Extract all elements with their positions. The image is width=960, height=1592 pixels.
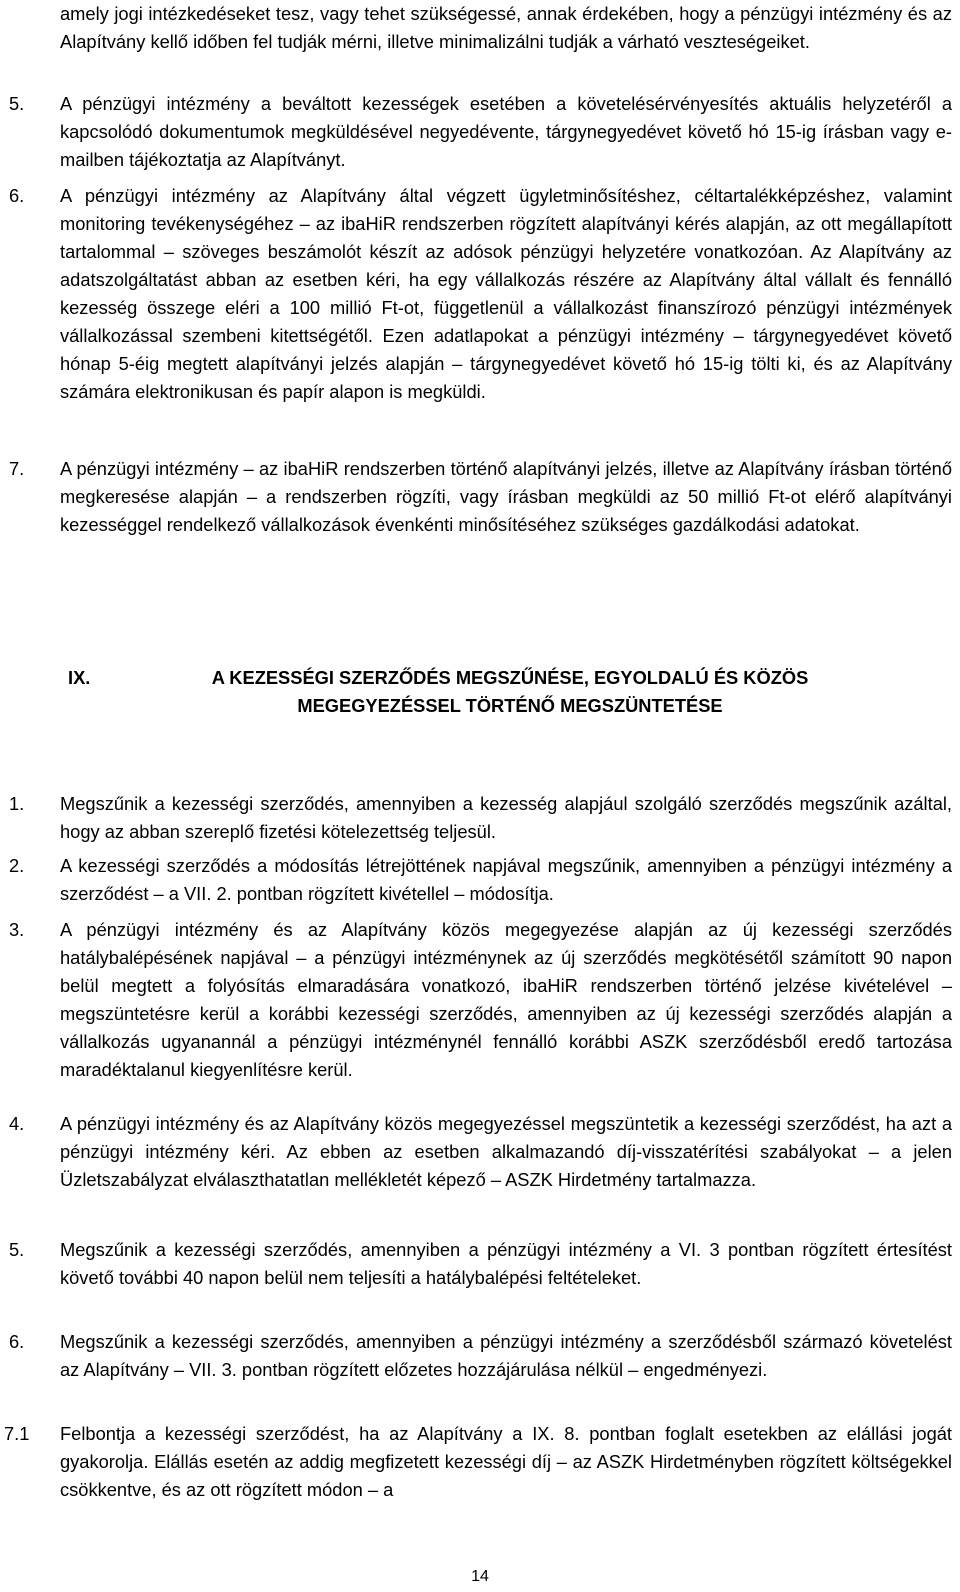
list-item: A pénzügyi intézmény a beváltott kezességek esetében a követelésérvényesítés aktuális helyzetéről a kapcsolódó dokumentumok megküldésével negyedévente, tárgynegyedévet követő hó 15-ig írásban vagy e-mailben tájékoztatja az Alapítványt.: [60, 93, 952, 170]
item-number: 6.: [9, 185, 25, 206]
list-item: A kezességi szerződés a módosítás létrejöttének napjával megszűnik, amennyiben a pénzügyi intézmény a szerződést – a VII. 2. pontban rögzített kivétellel – módosítja.: [60, 855, 952, 904]
item-number: 6.: [9, 1331, 25, 1352]
section-number: IX.: [68, 667, 91, 688]
list-item: Felbontja a kezességi szerződést, ha az Alapítvány a IX. 8. pontban foglalt esetekben az elállási jogát gyakorolja. Elállás esetén az addig megfizetett kezességi díj – az ASZK Hirdetményben rögzített költségekkel csökkentve, és az ott rögzített módon – a: [60, 1423, 952, 1500]
item-number: 3.: [9, 919, 25, 940]
list-item: A pénzügyi intézmény és az Alapítvány közös megegyezéssel megszüntetik a kezességi szerződést, ha azt a pénzügyi intézmény kéri. Az ebben az esetben alkalmazandó díj-visszatérítési szabályokat – a jelen Üzletszabályzat elválaszthatatlan mellékletét képező – ASZK Hirdetmény tartalmazza.: [60, 1113, 952, 1190]
item-number: 5.: [9, 93, 25, 114]
item-number: 2.: [9, 855, 25, 876]
section-heading: [0, 664, 960, 724]
list-item: A pénzügyi intézmény – az ibaHiR rendszerben történő alapítványi jelzés, illetve az Alapítvány írásban történő megkeresése alapján – a rendszerben rögzíti, vagy írásban megküldi az 50 millió Ft-ot elérő alapítványi kezességgel rendelkező vállalkozások évenkénti minősítéséhez szükséges gazdálkodási adatokat.: [60, 458, 952, 535]
section-title: A KEZESSÉGI SZERZŐDÉS MEGSZŰNÉSE, EGYOLDALÚ ÉS KÖZÖS MEGEGYEZÉSSEL TÖRTÉNŐ MEGSZÜNTETÉSE: [211, 667, 809, 716]
list-item: Megszűnik a kezességi szerződés, amennyiben a pénzügyi intézmény a VI. 3 pontban rögzített értesítést követő további 40 napon belül nem teljesíti a hatálybalépési feltételeket.: [60, 1239, 952, 1288]
list-item: A pénzügyi intézmény az Alapítvány által végzett ügyletminősítéshez, céltartalékképzéshez, valamint monitoring tevékenységéhez – az ibaHiR rendszerben rögzített alapítványi kérés alapján, az ott megállapított tartalommal – szöveges beszámolót készít az adósok pénzügyi helyzetére vonatkozóan. Az Alapítvány az adatszolgáltatást abban az esetben kéri, ha egy vállalkozás részére az Alapítvány által vállalt és fennálló kezesség összege eléri a 100 millió Ft-ot, függetlenül a vállalkozást finanszírozó pénzügyi intézmények vállalkozással szembeni kitettségétől. Ezen adatlapokat a pénzügyi intézmény – tárgynegyedévet követő hónap 5-éig megtett alapítványi jelzés alapján – tárgynegyedévet követő hó 15-ig tölti ki, és az Alapítvány számára elektronikusan és papír alapon is megküldi.: [60, 185, 952, 402]
list-item: Megszűnik a kezességi szerződés, amennyiben a kezesség alapjául szolgáló szerződés megszűnik azáltal, hogy az abban szereplő fizetési kötelezettség teljesül.: [60, 793, 952, 842]
item-number: 1.: [9, 793, 25, 814]
item-number: 5.: [9, 1239, 25, 1260]
item-number: 7.1: [4, 1423, 30, 1444]
item-number: 4.: [9, 1113, 25, 1134]
list-item: A pénzügyi intézmény és az Alapítvány közös megegyezése alapján az új kezességi szerződés hatálybalépésének napjával – a pénzügyi intézménynek az új szerződés megkötésétől számított 90 napon belül megtett a folyósítás elmaradására vonatkozó, ibaHiR rendszerben történő jelzése kivételével – megszüntetésre kerül a korábbi kezességi szerződés, amennyiben az új kezességi szerződés alapján a vállalkozás ugyanannál a pénzügyi intézménynél fennálló korábbi ASZK szerződésből eredő tartozása maradéktalanul kiegyenlítésre kerül.: [60, 919, 952, 1080]
item-number: 7.: [9, 458, 25, 479]
list-item: Megszűnik a kezességi szerződés, amennyiben a pénzügyi intézmény a szerződésből származó követelést az Alapítvány – VII. 3. pontban rögzített előzetes hozzájárulása nélkül – engedményezi.: [60, 1331, 952, 1380]
intro-paragraph: amely jogi intézkedéseket tesz, vagy tehet szükségessé, annak érdekében, hogy a pénzügyi intézmény és az Alapítvány kellő időben fel tudják mérni, illetve minimalizálni tudják a várható veszteségeiket.: [60, 3, 952, 52]
page-number: 14: [471, 1568, 489, 1585]
